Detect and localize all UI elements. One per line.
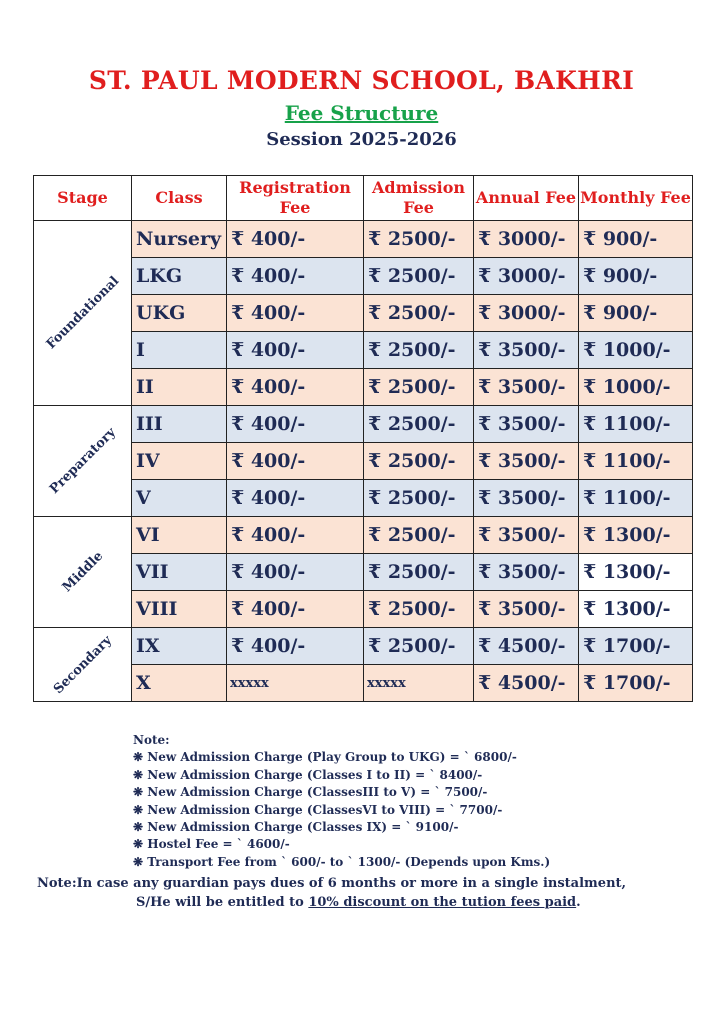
- annual-fee-cell: ₹ 3500/-: [474, 332, 579, 369]
- registration-fee-cell: ₹ 400/-: [227, 554, 364, 591]
- class-cell: VIII: [132, 591, 227, 628]
- fee-table: [33, 175, 693, 702]
- registration-fee-cell: xxxxx: [227, 665, 364, 702]
- table-row: [34, 480, 693, 517]
- admission-fee-cell: ₹ 2500/-: [364, 369, 474, 406]
- table-row: [34, 332, 693, 369]
- admission-fee-cell: ₹ 2500/-: [364, 258, 474, 295]
- table-row: [34, 295, 693, 332]
- annual-fee-cell: ₹ 3500/-: [474, 591, 579, 628]
- table-row: [34, 665, 693, 702]
- header-class: Class: [132, 176, 227, 221]
- table-row: [34, 369, 693, 406]
- note-item: ❋ New Admission Charge (Play Group to UKG) = ` 6800/-: [133, 750, 517, 765]
- annual-fee-cell: ₹ 3500/-: [474, 554, 579, 591]
- notes-heading: Note:: [133, 733, 170, 747]
- admission-fee-cell: ₹ 2500/-: [364, 406, 474, 443]
- admission-fee-cell: ₹ 2500/-: [364, 480, 474, 517]
- admission-fee-cell: ₹ 2500/-: [364, 221, 474, 258]
- annual-fee-cell: ₹ 3000/-: [474, 258, 579, 295]
- admission-fee-cell: ₹ 2500/-: [364, 554, 474, 591]
- note-item: ❋ New Admission Charge (Classes I to II) = ` 8400/-: [133, 767, 483, 782]
- stage-cell-preparatory: [34, 406, 132, 517]
- discount-highlight: 10% discount on the tution fees paid: [308, 895, 577, 910]
- class-cell: III: [132, 406, 227, 443]
- admission-fee-cell: ₹ 2500/-: [364, 443, 474, 480]
- class-cell: VI: [132, 517, 227, 554]
- class-cell: VII: [132, 554, 227, 591]
- table-header-row: [34, 176, 693, 221]
- registration-fee-cell: ₹ 400/-: [227, 332, 364, 369]
- registration-fee-cell: ₹ 400/-: [227, 369, 364, 406]
- registration-fee-cell: ₹ 400/-: [227, 480, 364, 517]
- header-monthly-fee: Monthly Fee: [579, 176, 693, 221]
- discount-note-prefix: S/He will be entitled to: [136, 895, 309, 910]
- registration-fee-cell: ₹ 400/-: [227, 628, 364, 665]
- annual-fee-cell: ₹ 3500/-: [474, 406, 579, 443]
- header-stage: Stage: [34, 176, 132, 221]
- class-cell: IX: [132, 628, 227, 665]
- class-cell: LKG: [132, 258, 227, 295]
- class-cell: II: [132, 369, 227, 406]
- table-row: [34, 628, 693, 665]
- table-row: [34, 406, 693, 443]
- stage-label: Secondary: [50, 632, 115, 697]
- fee-structure-subtitle: Fee Structure: [284, 101, 439, 125]
- stage-cell-middle: [34, 517, 132, 628]
- header-admission-fee: Admission Fee: [364, 176, 474, 221]
- annual-fee-cell: ₹ 3000/-: [474, 295, 579, 332]
- stage-label: Foundational: [43, 273, 122, 353]
- discount-note: [37, 874, 626, 912]
- annual-fee-cell: ₹ 3500/-: [474, 517, 579, 554]
- stage-cell-foundational: [34, 221, 132, 406]
- class-cell: Nursery: [132, 221, 227, 258]
- annual-fee-cell: ₹ 3500/-: [474, 369, 579, 406]
- monthly-fee-cell: ₹ 1300/-: [579, 554, 693, 591]
- class-cell: X: [132, 665, 227, 702]
- monthly-fee-cell: ₹ 1000/-: [579, 332, 693, 369]
- registration-fee-cell: ₹ 400/-: [227, 295, 364, 332]
- monthly-fee-cell: ₹ 900/-: [579, 295, 693, 332]
- note-item: ❋ New Admission Charge (ClassesIII to V) = ` 7500/-: [133, 785, 488, 800]
- admission-fee-cell: ₹ 2500/-: [364, 295, 474, 332]
- table-row: [34, 554, 693, 591]
- table-row: [34, 258, 693, 295]
- annual-fee-cell: ₹ 3000/-: [474, 221, 579, 258]
- annual-fee-cell: ₹ 3500/-: [474, 480, 579, 517]
- discount-note-suffix: .: [576, 895, 581, 910]
- table-row: [34, 443, 693, 480]
- note-item: ❋ Hostel Fee = ` 4600/-: [133, 837, 290, 852]
- table-row: [34, 221, 693, 258]
- school-title: ST. PAUL MODERN SCHOOL, BAKHRI: [88, 66, 635, 95]
- annual-fee-cell: ₹ 3500/-: [474, 443, 579, 480]
- class-cell: UKG: [132, 295, 227, 332]
- class-cell: I: [132, 332, 227, 369]
- stage-cell-secondary: [34, 628, 132, 702]
- monthly-fee-cell: ₹ 1300/-: [579, 517, 693, 554]
- registration-fee-cell: ₹ 400/-: [227, 258, 364, 295]
- registration-fee-cell: ₹ 400/-: [227, 406, 364, 443]
- registration-fee-cell: ₹ 400/-: [227, 221, 364, 258]
- monthly-fee-cell: ₹ 1300/-: [579, 591, 693, 628]
- registration-fee-cell: ₹ 400/-: [227, 517, 364, 554]
- admission-fee-cell: xxxxx: [364, 665, 474, 702]
- monthly-fee-cell: ₹ 1100/-: [579, 406, 693, 443]
- admission-fee-cell: ₹ 2500/-: [364, 628, 474, 665]
- notes-section: [133, 732, 550, 871]
- registration-fee-cell: ₹ 400/-: [227, 443, 364, 480]
- session-label: Session 2025-2026: [266, 129, 457, 150]
- monthly-fee-cell: ₹ 1000/-: [579, 369, 693, 406]
- header-registration-fee: Registration Fee: [227, 176, 364, 221]
- note-item: ❋ New Admission Charge (Classes IX) = ` 9100/-: [133, 820, 459, 835]
- header-annual-fee: Annual Fee: [474, 176, 579, 221]
- discount-note-line1: Note:In case any guardian pays dues of 6 months or more in a single instalment,: [37, 876, 627, 891]
- note-item: ❋ New Admission Charge (ClassesVI to VIII) = ` 7700/-: [133, 802, 503, 817]
- monthly-fee-cell: ₹ 1100/-: [579, 443, 693, 480]
- monthly-fee-cell: ₹ 900/-: [579, 258, 693, 295]
- admission-fee-cell: ₹ 2500/-: [364, 517, 474, 554]
- monthly-fee-cell: ₹ 1100/-: [579, 480, 693, 517]
- registration-fee-cell: ₹ 400/-: [227, 591, 364, 628]
- annual-fee-cell: ₹ 4500/-: [474, 665, 579, 702]
- admission-fee-cell: ₹ 2500/-: [364, 591, 474, 628]
- note-item: ❋ Transport Fee from ` 600/- to ` 1300/- (Depends upon Kms.): [133, 854, 551, 869]
- class-cell: IV: [132, 443, 227, 480]
- monthly-fee-cell: ₹ 1700/-: [579, 628, 693, 665]
- stage-label: Preparatory: [46, 425, 119, 497]
- table-row: [34, 591, 693, 628]
- admission-fee-cell: ₹ 2500/-: [364, 332, 474, 369]
- annual-fee-cell: ₹ 4500/-: [474, 628, 579, 665]
- monthly-fee-cell: ₹ 1700/-: [579, 665, 693, 702]
- discount-note-line2: [37, 893, 626, 912]
- table-row: [34, 517, 693, 554]
- stage-label: Middle: [59, 548, 106, 596]
- monthly-fee-cell: ₹ 900/-: [579, 221, 693, 258]
- class-cell: V: [132, 480, 227, 517]
